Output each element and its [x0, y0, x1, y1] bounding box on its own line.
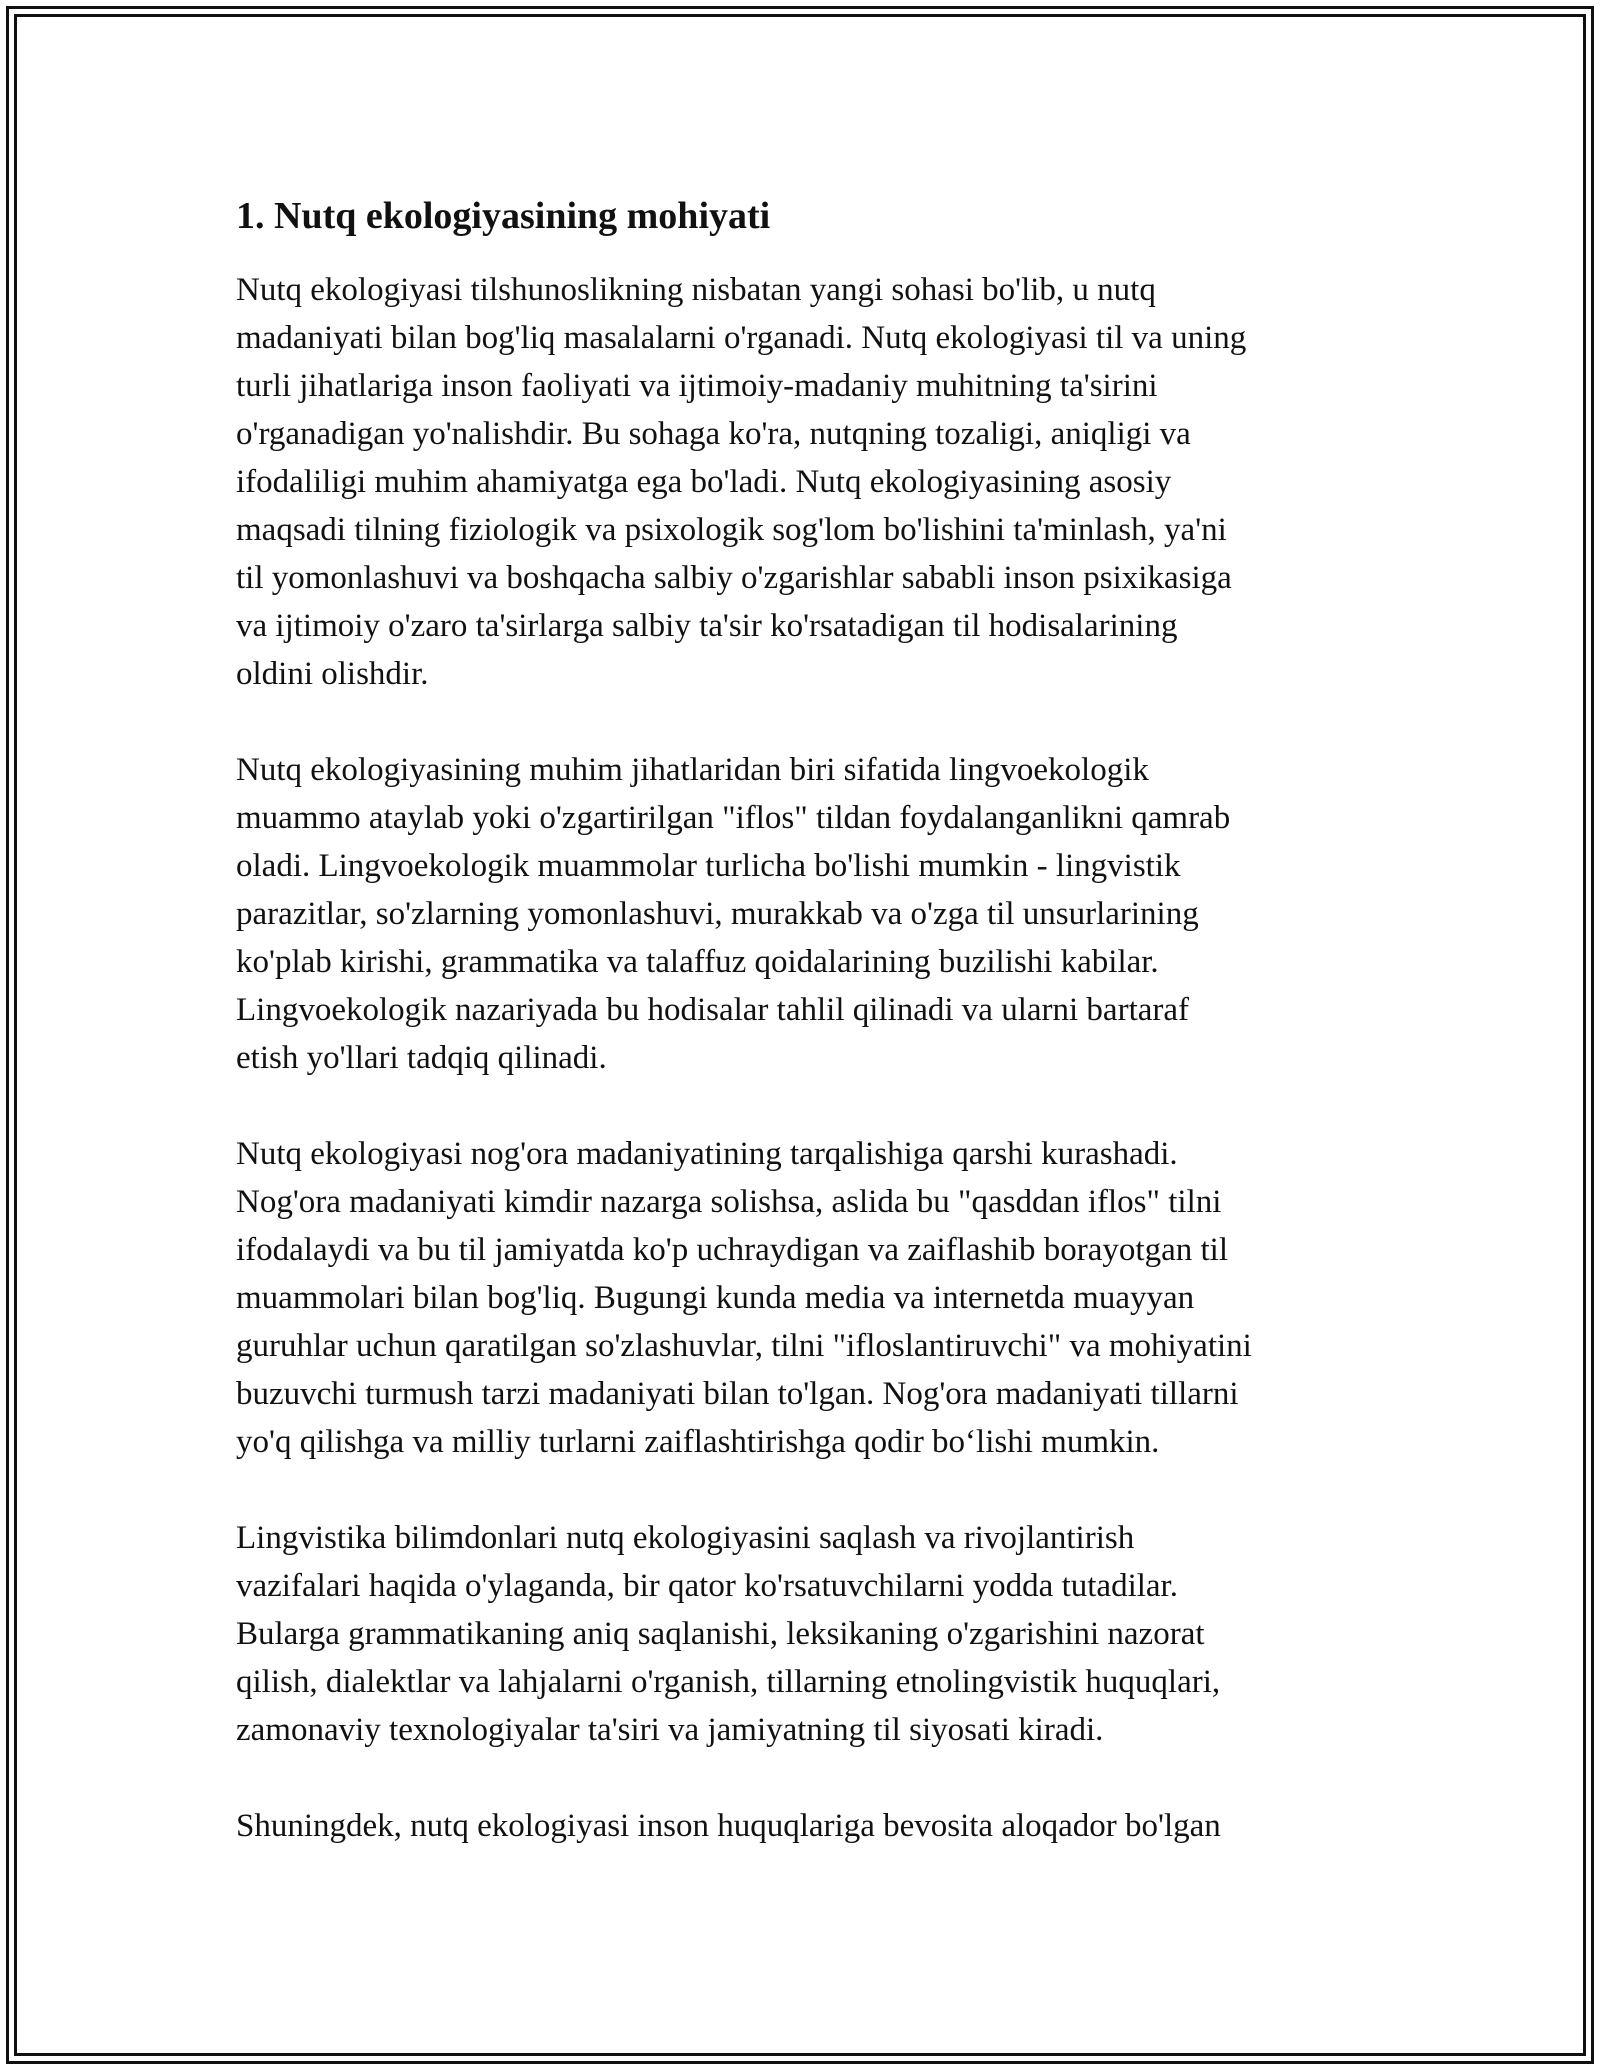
paragraph-1: Nutq ekologiyasi tilshunoslikning nisbatan yangi sohasi bo'lib, u nutq madaniyati bilan bog'liq masalalarni o'rganadi. Nutq ekologiyasi til va uning turli jihatlariga inson faoliyati va ijtimoiy-madaniy muhitning ta'sirini o'rganadigan yo'nalishdir. Bu sohaga ko'ra, nutqning tozaligi, aniqligi va ifodaliligi muhim ahamiyatga ega bo'ladi. Nutq ekologiyasining asosiy maqsadi tilning fiziologik va psixologik sog'lom bo'lishini ta'minlash, ya'ni til yomonlashuvi va boshqacha salbiy o'zgarishlar sababli inson psixikasiga va ijtimoiy o'zaro ta'sirlarga salbiy ta'sir ko'rsatadigan til hodisalarining oldini olishdir. [236, 272, 1247, 692]
paragraph-4: Lingvistika bilimdonlari nutq ekologiyasini saqlash va rivojlantirish vazifalari haqida o'ylaganda, bir qator ko'rsatuvchilarni yodda tutadilar. Bularga grammatikaning aniq saqlanishi, leksikaning o'zgarishini nazorat qilish, dialektlar va lahjalarni o'rganish, tillarning etnolingvistik huquqlari, zamonaviy texnologiyalar ta'siri va jamiyatning til siyosati kiradi. [236, 1520, 1221, 1748]
paragraph-3: Nutq ekologiyasi nog'ora madaniyatining tarqalishiga qarshi kurashadi. Nog'ora madaniyati kimdir nazarga solishsa, aslida bu "qasddan iflos" tilni ifodalaydi va bu til jamiyatda ko'p uchraydigan va zaiflashib borayotgan til muammolari bilan bog'liq. Bugungi kunda media va internetda muayyan guruhlar uchun qaratilgan so'zlashuvlar, tilni "ifloslantiruvchi" va mohiyatini buzuvchi turmush tarzi madaniyati bilan to'lgan. Nog'ora madaniyati tillarni yo'q qilishga va milliy turlarni zaiflashtirishga qodir bo‘lishi mumkin. [236, 1136, 1252, 1460]
document-body [236, 186, 1376, 1898]
section-heading: 1. Nutq ekologiyasining mohiyati [236, 195, 771, 237]
paragraph-5: Shuningdek, nutq ekologiyasi inson huquqlariga bevosita aloqador bo'lgan [236, 1808, 1221, 1844]
paragraph-2: Nutq ekologiyasining muhim jihatlaridan biri sifatida lingvoekologik muammo ataylab yoki o'zgartirilgan "iflos" tildan foydalanganlikni qamrab oladi. Lingvoekologik muammolar turlicha bo'lishi mumkin - lingvistik parazitlar, so'zlarning yomonlashuvi, murakkab va o'zga til unsurlarining ko'plab kirishi, grammatika va talaffuz qoidalarining buzilishi kabilar. Lingvoekologik nazariyada bu hodisalar tahlil qilinadi va ularni bartaraf etish yo'llari tadqiq qilinadi. [236, 752, 1231, 1076]
